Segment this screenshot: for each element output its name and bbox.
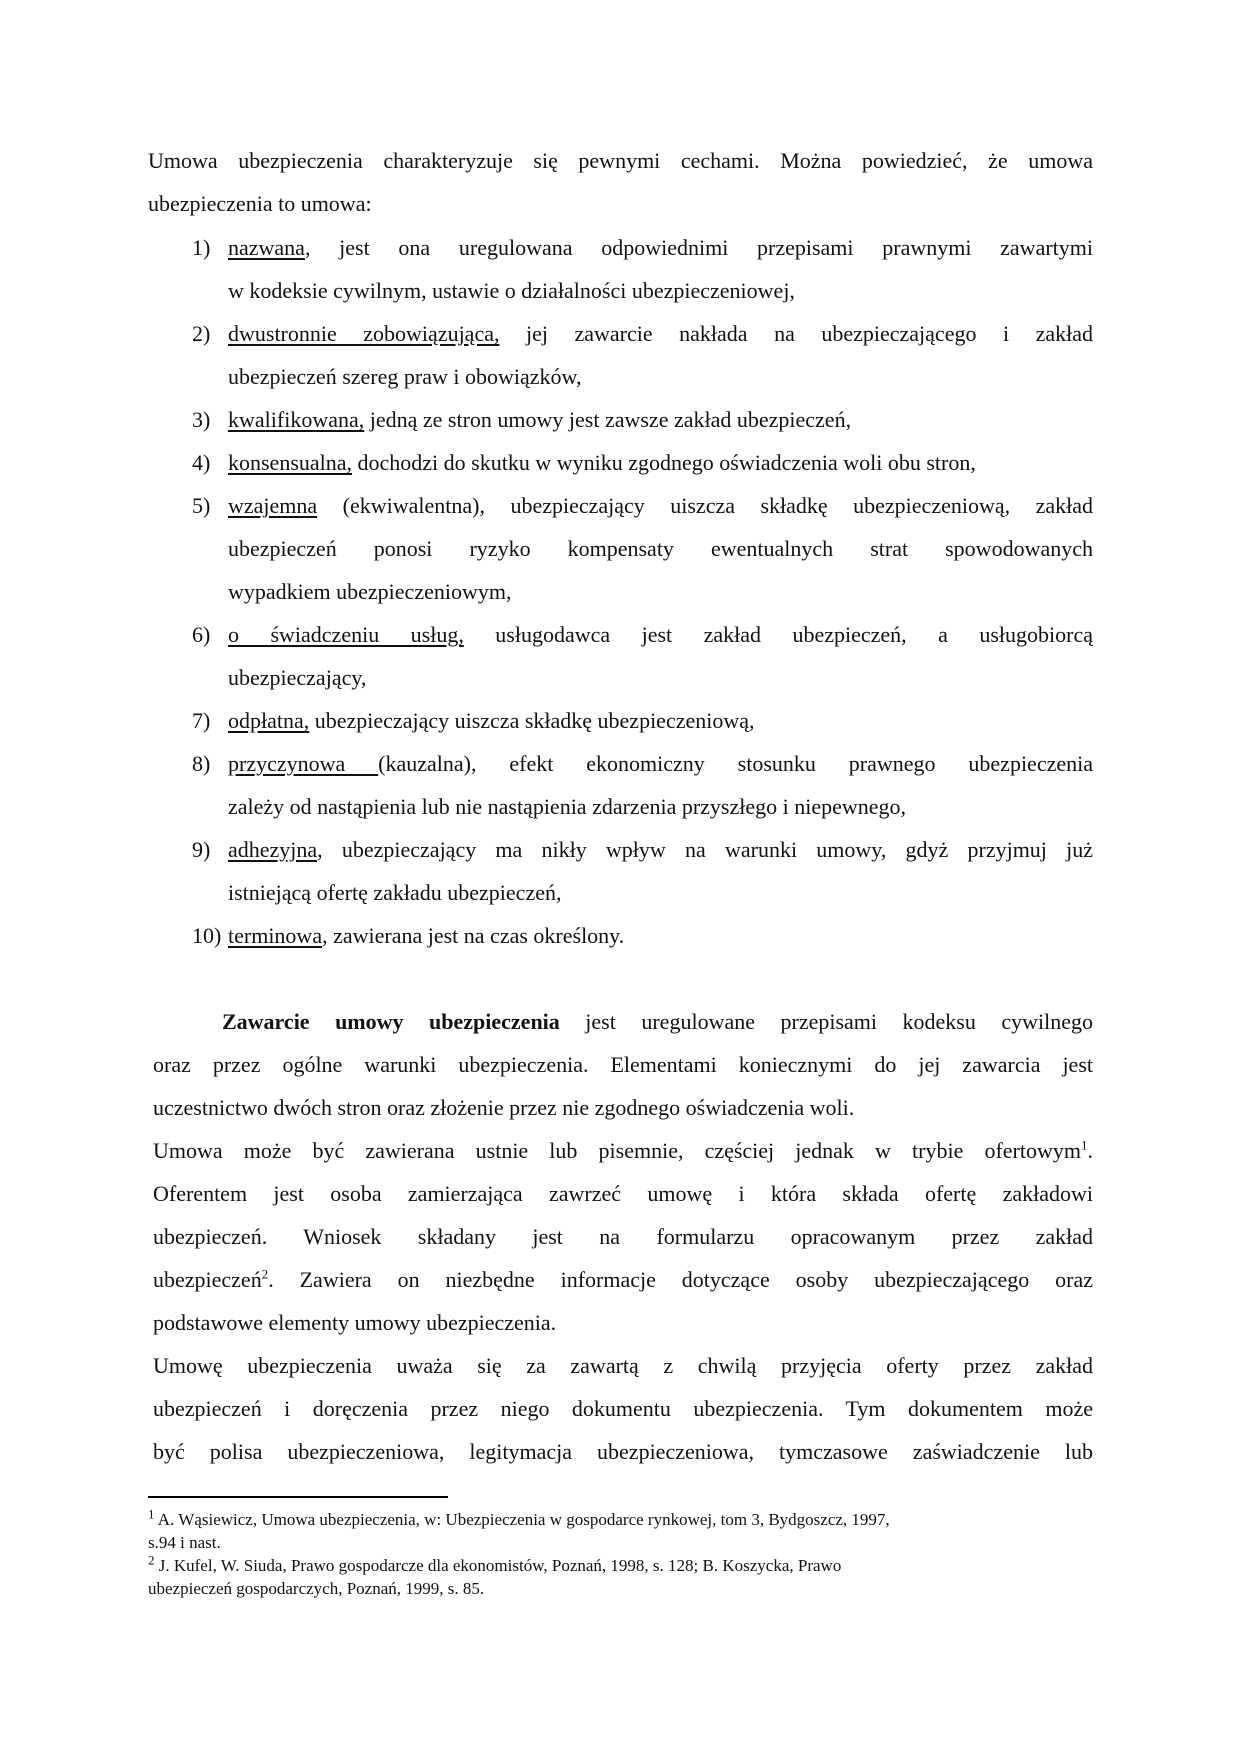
- footnote-separator: [148, 1496, 448, 1498]
- section-text: jest uregulowane przepisami kodeksu cywilnego: [559, 1009, 1093, 1034]
- list-term: terminowa: [228, 923, 323, 948]
- list-number: 8): [192, 751, 211, 776]
- footnote-mark: 2: [148, 1552, 155, 1568]
- list-term: odpłatna,: [228, 708, 310, 733]
- list-item-3: [228, 405, 851, 435]
- footnote-ref-1[interactable]: 1: [1081, 1137, 1088, 1153]
- footnote-1-cont: s.94 i nast.: [148, 1533, 221, 1552]
- list-item-1: [228, 233, 1093, 263]
- list-text: usługodawca jest zakład ubezpieczeń, a usługobiorcą: [463, 622, 1094, 647]
- list-item-10: [228, 921, 624, 951]
- list-number: 10): [192, 923, 222, 948]
- list-term: adhezyjna: [228, 837, 318, 862]
- list-number: 1): [192, 235, 211, 260]
- section-line-2: oraz przez ogólne warunki ubezpieczenia. Elementami koniecznymi do jej zawarcia jest: [153, 1052, 1093, 1077]
- list-text: (ekwiwalentna), ubezpieczający uiszcza składkę ubezpieczeniową, zakład: [317, 493, 1093, 518]
- list-term: nazwana: [228, 235, 305, 260]
- footnote-mark: 1: [148, 1506, 155, 1522]
- list-text: ubezpieczający uiszcza składkę ubezpieczeniową,: [309, 708, 755, 733]
- list-item-6-cont: ubezpieczający,: [228, 665, 367, 690]
- section-text: .: [1087, 1138, 1093, 1163]
- list-term: dwustronnie zobowiązująca,: [228, 321, 500, 346]
- list-term: o świadczeniu usług,: [228, 622, 464, 647]
- footnote-text: J. Kufel, W. Siuda, Prawo gospodarcze dla ekonomistów, Poznań, 1998, s. 128; B. Koszycka, Prawo: [154, 1556, 842, 1575]
- list-text: jej zawarcie nakłada na ubezpieczającego i zakład: [499, 321, 1094, 346]
- list-item-4: [228, 448, 976, 478]
- section-line-11: być polisa ubezpieczeniowa, legitymacja ubezpieczeniowa, tymczasowe zaświadczenie lub: [153, 1439, 1093, 1464]
- section-line-5: Oferentem jest osoba zamierzająca zawrzeć umowę i która składa ofertę zakładowi: [153, 1181, 1093, 1206]
- list-text: dochodzi do skutku w wyniku zgodnego oświadczenia woli obu stron,: [352, 450, 976, 475]
- section-line-9: Umowę ubezpieczenia uważa się za zawartą z chwilą przyjęcia oferty przez zakład: [153, 1353, 1093, 1378]
- section-line-6: ubezpieczeń. Wniosek składany jest na formularzu opracowanym przez zakład: [153, 1224, 1093, 1249]
- list-item-9-cont: istniejącą ofertę zakładu ubezpieczeń,: [228, 880, 562, 905]
- list-item-1-cont: w kodeksie cywilnym, ustawie o działalności ubezpieczeniowej,: [228, 278, 795, 303]
- list-item-5-cont-1: ubezpieczeń ponosi ryzyko kompensaty ewentualnych strat spowodowanych: [228, 536, 1093, 561]
- list-number: 2): [192, 321, 211, 346]
- list-number: 6): [192, 622, 211, 647]
- intro-line-1: Umowa ubezpieczenia charakteryzuje się pewnymi cechami. Można powiedzieć, że umowa: [148, 148, 1093, 173]
- section-bold-lead: Zawarcie umowy ubezpieczenia: [222, 1009, 560, 1034]
- list-item-2-cont: ubezpieczeń szereg praw i obowiązków,: [228, 364, 582, 389]
- list-number: 3): [192, 407, 211, 432]
- list-text: , jest ona uregulowana odpowiednimi przepisami prawnymi zawartymi: [304, 235, 1093, 260]
- section-line-3: uczestnictwo dwóch stron oraz złożenie przez nie zgodnego oświadczenia woli.: [153, 1095, 855, 1120]
- list-item-9: [228, 835, 1093, 865]
- intro-line-2: ubezpieczenia to umowa:: [148, 191, 372, 216]
- list-term: wzajemna: [228, 493, 318, 518]
- list-item-7: [228, 706, 755, 736]
- section-line-8: podstawowe elementy umowy ubezpieczenia.: [153, 1310, 557, 1335]
- list-term: kwalifikowana,: [228, 407, 365, 432]
- footnote-ref-2[interactable]: 2: [261, 1266, 269, 1282]
- list-text: (kauzalna), efekt ekonomiczny stosunku prawnego ubezpieczenia: [378, 751, 1093, 776]
- footnote-2: [148, 1552, 842, 1577]
- footnote-2-cont: ubezpieczeń gospodarczych, Poznań, 1999, s. 85.: [148, 1579, 485, 1598]
- section-text: ubezpieczeń: [153, 1267, 262, 1292]
- section-text: Umowa może być zawierana ustnie lub pisemnie, częściej jednak w trybie ofertowym: [153, 1138, 1081, 1163]
- list-term: przyczynowa: [228, 751, 379, 776]
- list-item-5-cont-2: wypadkiem ubezpieczeniowym,: [228, 579, 512, 604]
- list-number: 7): [192, 708, 211, 733]
- footnote-1: [148, 1506, 890, 1531]
- list-number: 9): [192, 837, 211, 862]
- footnote-text: A. Wąsiewicz, Umowa ubezpieczenia, w: Ubezpieczenia w gospodarce rynkowej, tom 3, Bydgoszcz, 1997,: [154, 1510, 890, 1529]
- list-item-8: [228, 749, 1093, 779]
- section-line-7: [153, 1265, 1093, 1295]
- list-number: 4): [192, 450, 211, 475]
- list-text: , zawierana jest na czas określony.: [322, 923, 625, 948]
- list-text: , ubezpieczający ma nikły wpływ na warunki umowy, gdyż przyjmuj już: [317, 837, 1093, 862]
- list-term: konsensualna,: [228, 450, 353, 475]
- section-text: . Zawiera on niezbędne informacje dotyczące osoby ubezpieczającego oraz: [268, 1267, 1093, 1292]
- section-line-4: [153, 1136, 1093, 1166]
- section-line-10: ubezpieczeń i doręczenia przez niego dokumentu ubezpieczenia. Tym dokumentem może: [153, 1396, 1093, 1421]
- list-item-8-cont: zależy od nastąpienia lub nie nastąpienia zdarzenia przyszłego i niepewnego,: [228, 794, 907, 819]
- list-item-6: [228, 620, 1093, 650]
- section-line-1: [222, 1007, 1093, 1037]
- list-item-2: [228, 319, 1093, 349]
- list-number: 5): [192, 493, 211, 518]
- list-item-5: [228, 491, 1093, 521]
- list-text: jedną ze stron umowy jest zawsze zakład ubezpieczeń,: [364, 407, 852, 432]
